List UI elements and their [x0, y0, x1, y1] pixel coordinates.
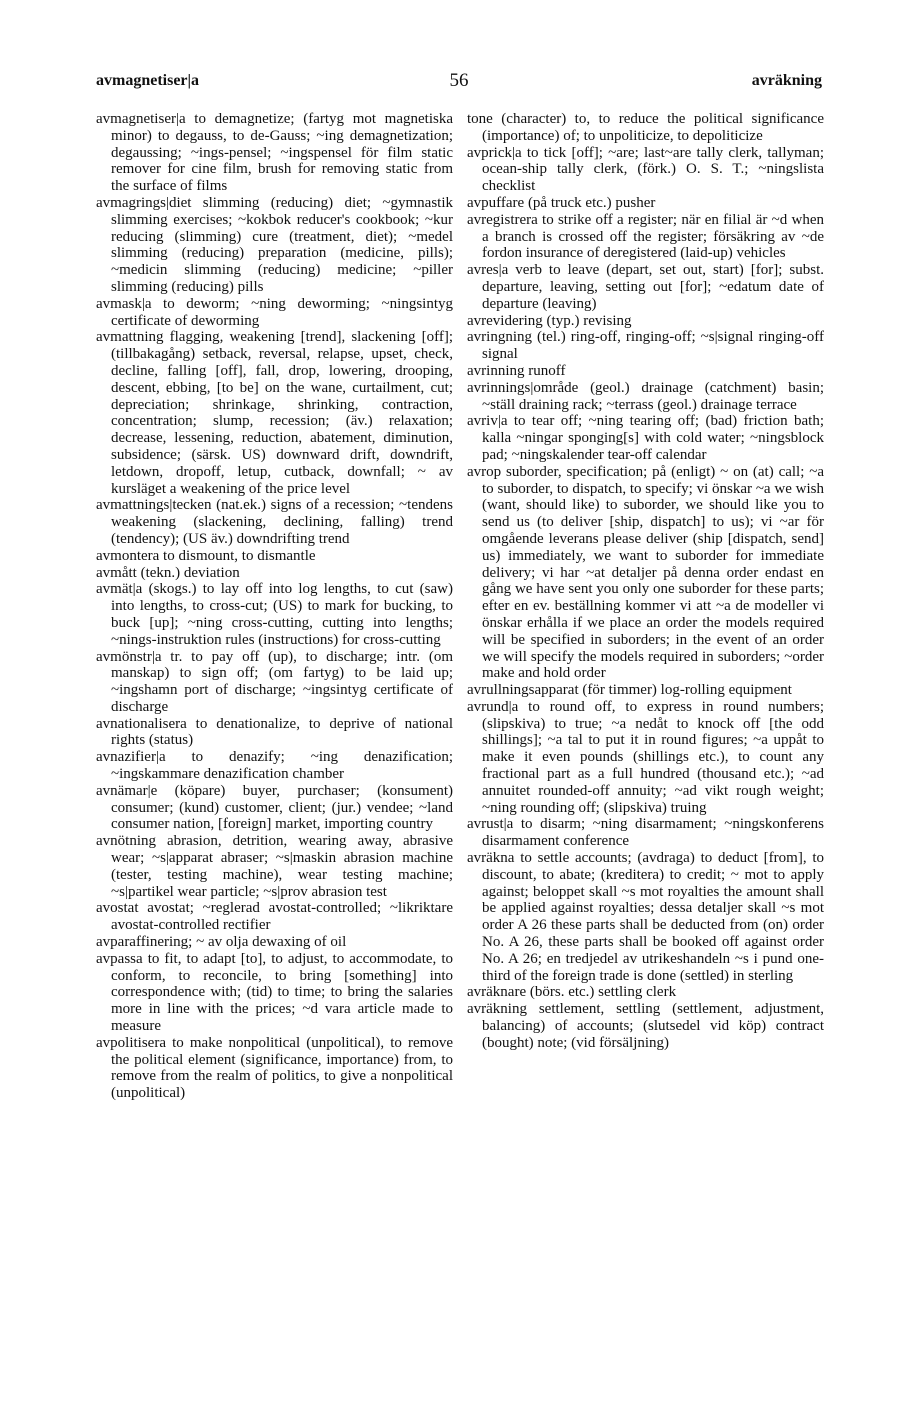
dictionary-entry: avrund|a to round off, to express in round numbers; (slipskiva) to true; ~a nedåt to knock off [the odd shillings]; ~a tal to put it in round figures; ~a uppåt to make it even pounds (shillings etc.), to count any fractional part as a full hundred (thousand etc.); ~ad annuitet rounded-off annuity; ~ad vikt rough weight; ~ning rounding off; (slipskiva) truing [467, 698, 824, 816]
left-column [96, 111, 453, 1102]
dictionary-entry: avriv|a to tear off; ~ning tearing off; (bad) friction bath; kalla ~ningar sponging[s] with cold water; ~ningsblock pad; ~ningskalender tear-off calendar [467, 413, 824, 463]
dictionary-entry: avpolitisera to make nonpolitical (unpolitical), to remove the political element (significance, importance) from, to remove from the realm of politics, to give a nonpolitical (unpolitical) [96, 1034, 453, 1102]
dictionary-entry: avrevidering (typ.) revising [467, 312, 632, 329]
dictionary-entry: avnämar|e (köpare) buyer, purchaser; (konsument) consumer; (kund) customer, client; (jur.) vendee; ~land consumer nation, [foreign] market, importing country [96, 782, 453, 833]
dictionary-entry: avmagnetiser|a to demagnetize; (fartyg mot magnetiska minor) to degauss, to de-Gauss; ~ing demagnetization; degaussing; ~ings-pensel; ~ingspensel för film static remover for cine film, brush for removing static from the surface of films [96, 111, 453, 195]
dictionary-entry: avnazifier|a to denazify; ~ing denazification; ~ingskammare denazification chamber [96, 749, 453, 783]
dictionary-entry: avmagrings|diet slimming (reducing) diet; ~gymnastik slimming exercises; ~kokbok reducer's cookbook; ~kur reducing (slimming) cure (treatment, diet); ~medel slimming (reducing) preparation (medicine, pills); ~medicin slimming (reducing) medicine; ~piller slimming (reducing) pills [96, 194, 453, 295]
dictionary-entry: avräkna to settle accounts; (avdraga) to deduct [from], to discount, to abate; (kreditera) to credit; ~ mot to apply against; beloppet skall ~s mot royalties the amount shall be applied against royalties; dessa detaljer skall ~s mot order A 26 these parts shall be deducted from (on) order No. A 26, these parts shall be booked off against order No. A 26; en tredjedel av utrikeshandeln ~s i pund one-third of the foreign trade is done (settled) in sterling [467, 850, 824, 984]
dictionary-entry: avrinning runoff [467, 362, 566, 379]
dictionary-entry: tone (character) to, to reduce the political significance (importance) of; to unpoliticize, to depoliticize [467, 111, 824, 144]
dictionary-entry: avregistrera to strike off a register; när en filial är ~d when a branch is crossed off the register; försäkring av ~de fordon insurance of deregistered (laid-up) vehicles [467, 211, 824, 262]
dictionary-entry: avparaffinering; ~ av olja dewaxing of oil [96, 934, 347, 951]
dictionary-entry: avräknare (börs. etc.) settling clerk [467, 984, 677, 1001]
right-guide-word: avräkning [751, 72, 822, 89]
dictionary-entry: avrinnings|område (geol.) drainage (catchment) basin; ~ställ draining rack; ~terrass (geol.) drainage terrace [467, 379, 824, 413]
dictionary-entry: avräkning settlement, settling (settlement, adjustment, balancing) of accounts; (slutsedel vid köp) contract (bought) note; (vid försäljning) [467, 1001, 824, 1051]
running-header [96, 72, 822, 96]
dictionary-entry: avpuffare (på truck etc.) pusher [467, 194, 656, 211]
dictionary-entry: avnötning abrasion, detrition, wearing away, abrasive wear; ~s|apparat abraser; ~s|maskin abrasion machine (tester, testing machine), wear testing machine; ~s|partikel wear particle; ~s|prov abrasion test [96, 833, 453, 900]
page-number: 56 [449, 70, 469, 91]
dictionary-entry: avmönstr|a tr. to pay off (up), to discharge; intr. (om manskap) to sign off; (om fartyg) to be laid up; ~ingshamn port of discharge; ~ingsintyg certificate of discharge [96, 648, 453, 715]
dictionary-entry: avringning (tel.) ring-off, ringing-off; ~s|signal ringing-off signal [467, 329, 824, 363]
left-guide-word: avmagnetiser|a [96, 72, 200, 89]
dictionary-entry: avprick|a to tick [off]; ~are; last~are tally clerk, tallyman; ocean-ship tally clerk, (förk.) O. S. T.; ~ningslista checklist [467, 144, 824, 195]
dictionary-entry: avostat avostat; ~reglerad avostat-controlled; ~likriktare avostat-controlled rectifier [96, 900, 453, 934]
dictionary-entry: avmontera to dismount, to dismantle [96, 547, 316, 564]
dictionary-entry: avnationalisera to denationalize, to deprive of national rights (status) [96, 715, 453, 749]
dictionary-entry: avrust|a to disarm; ~ning disarmament; ~ningskonferens disarmament conference [467, 816, 824, 850]
dictionary-entry: avmattnings|tecken (nat.ek.) signs of a recession; ~tendens weakening (slackening, declining, falling) trend (tendency); (US äv.) downdrifting trend [96, 497, 453, 547]
dictionary-entry: avmått (tekn.) deviation [96, 564, 240, 581]
dictionary-entry: avres|a verb to leave (depart, set out, start) [for]; subst. departure, leaving, setting out [for]; ~edatum date of departure (leaving) [467, 262, 824, 312]
dictionary-entry: avmask|a to deworm; ~ning deworming; ~ningsintyg certificate of deworming [96, 295, 453, 329]
dictionary-entry: avmattning flagging, weakening [trend], slackening [off]; (tillbakagång) setback, reversal, relapse, upset, check, decline, falling [off], fall, drop, lowering, drooping, descent, ebbing, [to be] on the wane, curtailment, cut; depreciation; shrinkage, shrinking, contraction, concentration; slump, recession; (äv.) relaxation; decrease, lessening, reduction, abatement, diminution, subsidence; (särsk. US) downward drift, downdrift, letdown, dropoff, letup, cutback, downfall; ~ av kursläget a weakening of the price level [96, 329, 453, 497]
dictionary-entry: avmät|a (skogs.) to lay off into log lengths, to cut (saw) into lengths, to cross-cut; (US) to mark for bucking, to buck [up]; ~ning cross-cutting, cutting into lengths; ~nings-instruktion rules (instructions) for cross-cutting [96, 581, 453, 648]
dictionary-entry: avrop suborder, specification; på (enligt) ~ on (at) call; ~a to suborder, to dispatch, to specify; vi önskar ~a we wish (want, should like) to suborder, we should like you to send us (to deliver [ship, dispatch] to us); vi ~ar för omgående leverans please deliver (ship [dispatch, send] us) immediately, we want to suborder for immediate delivery; vi har ~at detaljer på denna order endast en gång we have sent you only one suborder for these parts; efter en ev. beställning kommer vi att ~a de modeller vi önskar erhålla if we place an order the models required will be specified in suborders; in the event of an order we will specify the models required in suborders; ~order make and hold order [467, 463, 824, 682]
dictionary-entry: avpassa to fit, to adapt [to], to adjust, to accommodate, to conform, to reconcile, to bring [something] into correspondence with; (tid) to time; to bring the salaries more in line with the prices; ~d vara article made to measure [96, 950, 453, 1035]
dictionary-entry: avrullningsapparat (för timmer) log-rolling equipment [467, 682, 792, 699]
right-column [467, 111, 824, 1052]
